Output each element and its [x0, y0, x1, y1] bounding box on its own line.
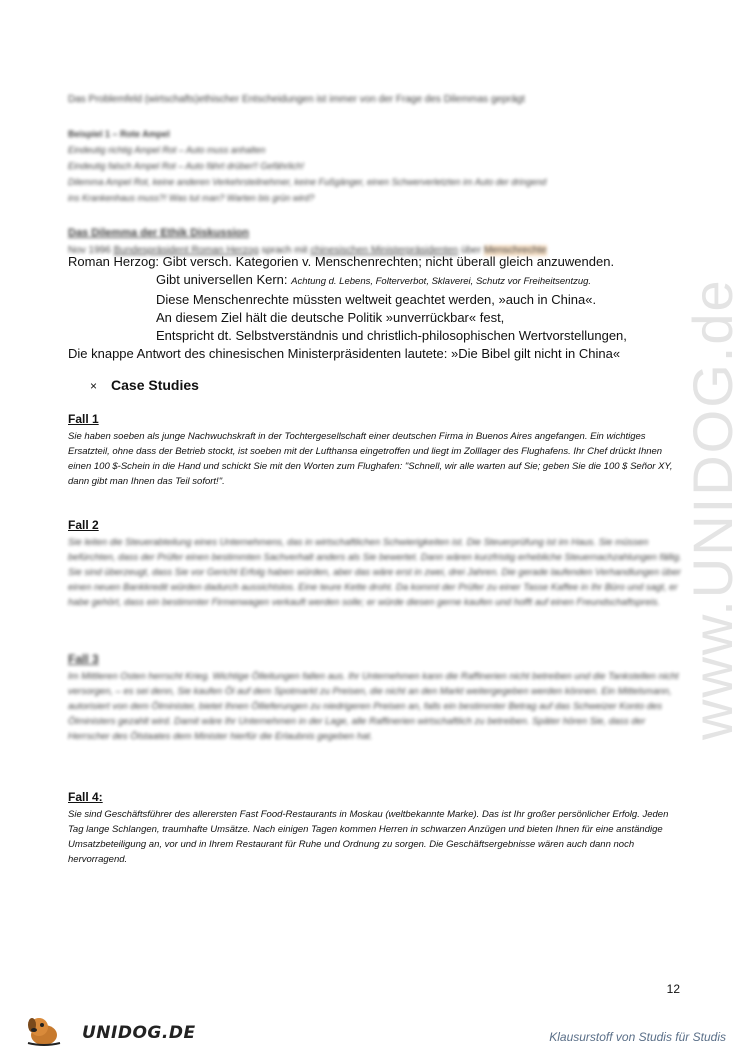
unidog-logo[interactable]	[24, 1013, 196, 1047]
page-number: 12	[666, 982, 680, 996]
dilemma-title: Das Dilemma der Ethik Diskussion	[68, 227, 249, 239]
dilemma-topic-highlight: Menschrechte	[483, 245, 547, 256]
dilemma-connector: sprach mit	[258, 245, 311, 256]
case-2	[68, 518, 684, 610]
intro-text: Das Problemfeld (wirtschafts)ethischer Entscheidungen ist immer von der Frage des Dilemmas geprägt	[68, 94, 525, 105]
case-title: Fall 1	[68, 412, 99, 426]
example-1-heading: Beispiel 1 – Rote Ampel	[68, 129, 170, 139]
herzog-line: Entspricht dt. Selbstverständnis und christlich-philosophischen Wertvorstellungen,	[156, 328, 627, 343]
example-1-line: Eindeutig richtig Ampel Rot – Auto muss anhalten	[68, 145, 266, 155]
dog-mascot-icon	[24, 1013, 64, 1047]
example-1	[68, 126, 688, 206]
case-studies-title: Case Studies	[111, 377, 199, 393]
watermark: www.UNIDOG.de	[681, 278, 744, 740]
case-title: Fall 2	[68, 518, 99, 532]
herzog-line: Roman Herzog: Gibt versch. Kategorien v. Menschenrechten; nicht überall gleich anzuwenden.	[68, 254, 615, 269]
case-text: Sie haben soeben als junge Nachwuchskraft in der Tochtergesellschaft einer deutschen Firma in Buenos Aires angefangen. Ein wichtiges Ersatzteil, ohne dass der Betrieb stockt, ist soeben mit der Lufthansa eingetroffen und liegt im Zolllager des Flughafens. Ihr Chef drückt Ihnen einen 100 $-Schein in die Hand und schickt Sie mit den Worten zum Flughafen: "Schnell, wir alle warten auf Sie; geben Sie die 100 $ Señor XY, dann gibt man Ihnen das Teil sofort!".	[68, 431, 673, 487]
herzog-line: Die knappe Antwort des chinesischen Ministerpräsidenten lautete: »Die Bibel gilt nicht in China«	[68, 346, 621, 361]
herzog-line: An diesem Ziel hält die deutsche Politik »unverrückbar« fest,	[156, 310, 505, 325]
example-1-line: Eindeutig falsch Ampel Rot – Auto fährt drüber!! Gefährlich!	[68, 161, 304, 171]
case-3	[68, 652, 684, 744]
case-text: Im Mittleren Osten herrscht Krieg. Wichtige Ölleitungen fallen aus. Ihr Unternehmen kann die Raffinerien nicht betreiben und die Tankstellen nicht versorgen, – es sei denn, Sie kaufen Öl auf dem Spotmarkt zu Preisen, die nicht an den Markt weitergegeben werden können. Ein Mittelsmann, autorisiert von dem Ölminister, bietet Ihnen Öllieferungen zu niedrigeren Preisen an, falls ein bestimmter Betrag auf das Schweizer Konto des Ölministers gezahlt wird. Damit wäre Ihr Unternehmen in der Lage, alle Raffinerien wirtschaftlich zu betreiben. Später hören Sie, dass der Herrscher des Ölstaates dem Minister hierfür die Erlaubnis gegeben hat.	[68, 671, 679, 742]
case-1	[68, 412, 684, 489]
case-studies-heading	[90, 377, 199, 393]
herzog-line	[68, 271, 708, 291]
dilemma-year: Nov 1996	[68, 245, 111, 256]
herzog-core-list: Achtung d. Lebens, Folterverbot, Sklaverei, Schutz vor Freiheitsentzug.	[291, 276, 592, 287]
case-title: Fall 4:	[68, 790, 103, 804]
case-4	[68, 790, 684, 867]
dilemma-connector: über	[458, 245, 484, 256]
footer-claim: Klausurstoff von Studis für Studis	[549, 1030, 726, 1044]
case-text: Sie leiten die Steuerabteilung eines Unternehmens, das in wirtschaftlichen Schwierigkeiten ist. Die Steuerprüfung ist im Haus. Sie müssen befürchten, dass der Prüfer einen bestimmten Sachverhalt anders als Sie bewertet. Dann wären kurzfristig erhebliche Steuernachzahlungen fällig. Sie sind überzeugt, dass Sie vor Gericht Erfolg haben würden, aber das wäre erst in zwei, drei Jahren. Die gerade laufenden Verhandlungen über einen neuen Bankkredit würden dadurch aussichtslos. Eine teure Kette droht. Da kommt der Prüfer zu einer Tasse Kaffee in Ihr Büro und sagt, er habe gehört, dass ein bestimmter Firmenwagen verkauft werden solle; er würde diesen gerne kaufen und hofft auf einen Freundschaftspreis.	[68, 537, 682, 608]
case-text: Sie sind Geschäftsführer des allerersten Fast Food-Restaurants in Moskau (weltbekannte Marke). Das ist Ihr großer persönlicher Erfolg. Jeden Tag lange Schlangen, traumhafte Umsätze. Nach einigen Tagen kommen Herren in schwarzen Anzügen und bieten Ihnen für eine anständige Umsatzbeteiligung an, vor und in Ihrem Restaurant für Ruhe und Ordnung zu sorgen. Die Geschäftsergebnisse wären auch dann noch hervorragend.	[68, 809, 669, 865]
herzog-core-label: Gibt universellen Kern:	[156, 272, 292, 287]
case-title: Fall 3	[68, 652, 99, 666]
bullet-marker: ×	[90, 379, 98, 393]
herzog-line: Diese Menschenrechte müssten weltweit geachtet werden, »auch in China«.	[156, 292, 597, 307]
example-1-line: ins Krankenhaus muss?! Was tut man? Warten bis grün wird?	[68, 193, 315, 203]
example-1-line: Dilemma Ampel Rot, keine anderen Verkehrsteilnehmer, keine Fußgänger, einen Schwerverletzten im Auto der dringend	[68, 177, 547, 187]
logo-text: UNIDOG.DE	[82, 1023, 196, 1043]
herzog-section	[68, 254, 708, 363]
dilemma-partner: chinesischen Ministerpräsidenten	[310, 245, 459, 256]
dilemma-person: Bundespräsident Roman Herzog	[113, 245, 259, 256]
